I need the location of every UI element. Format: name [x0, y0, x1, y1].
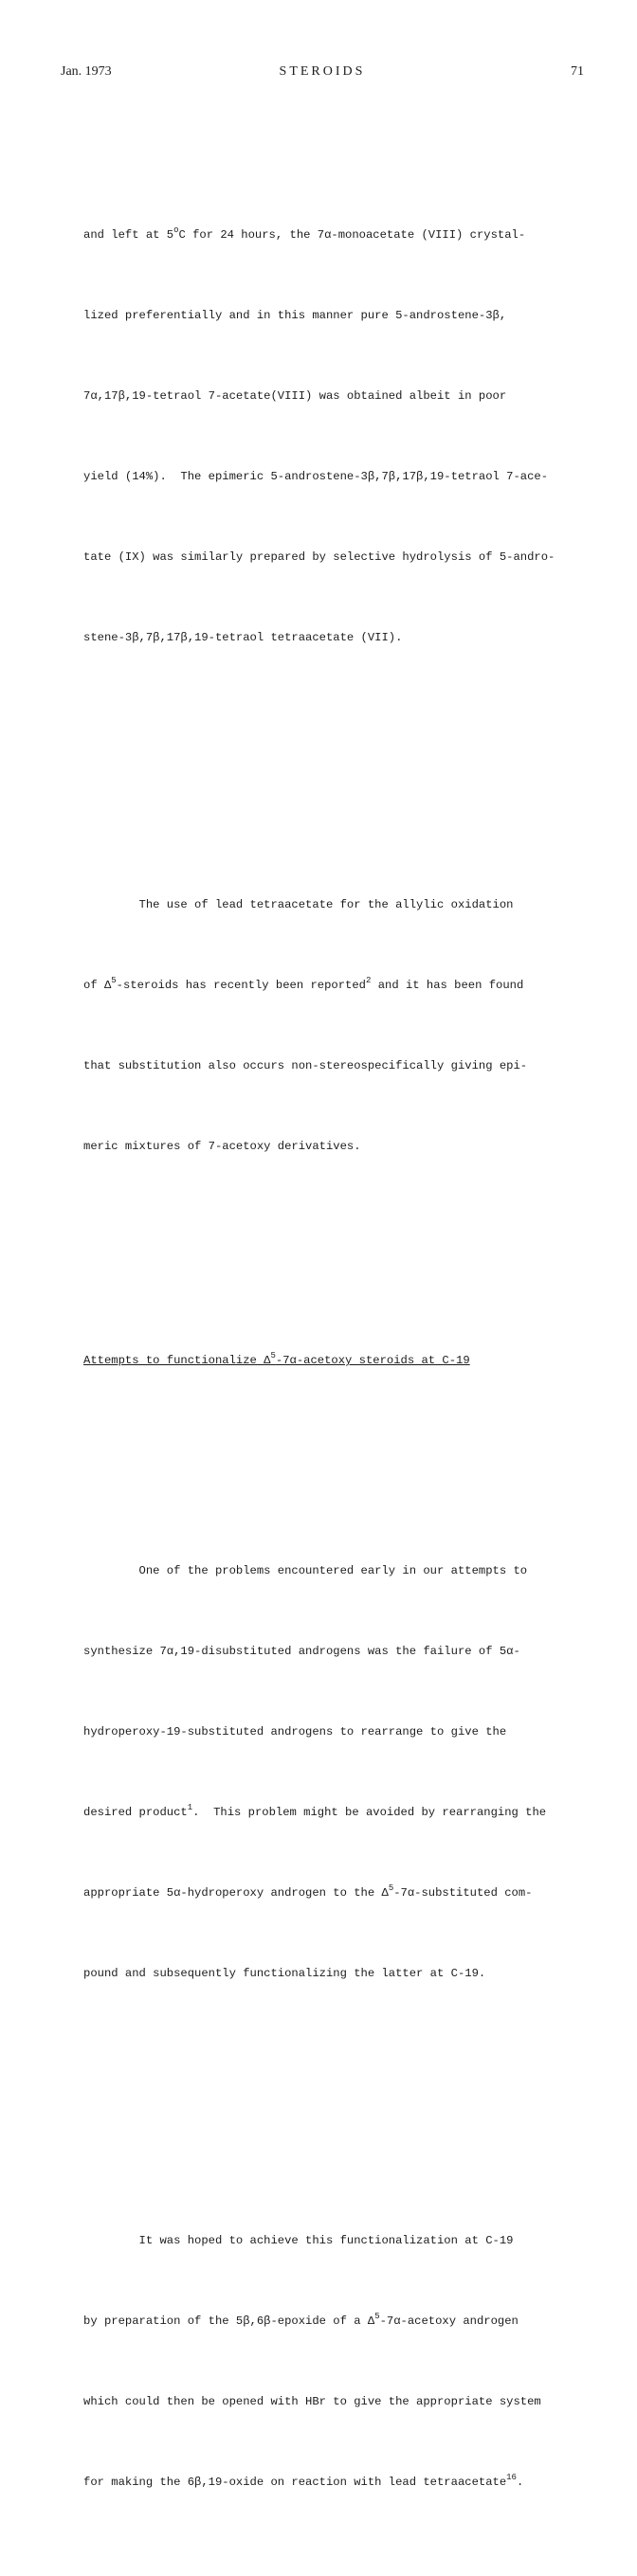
header-date: Jan. 1973	[61, 64, 112, 79]
text-line: It was hoped to achieve this functionalization at C-19	[83, 2234, 514, 2248]
text-line: tate (IX) was similarly prepared by selective hydrolysis of 5-andro-	[83, 549, 555, 564]
text-line: and left at 5$^o$C for 24 hours, the 7α-monoacetate (VIII) crystal-	[83, 225, 526, 243]
text-line: 7α,17β,19-tetraol 7-acetate(VIII) was obtained albeit in poor	[83, 388, 507, 403]
text-line: stene-3β,7β,17β,19-tetraol tetraacetate (VII).	[83, 630, 403, 644]
running-header	[61, 64, 584, 83]
text-line: lized preferentially and in this manner pure 5-androstene-3β,	[83, 309, 507, 323]
text-line: hydroperoxy-19-substituted androgens to rearrange to give the	[83, 1724, 507, 1738]
text-line: which could then be opened with HBr to give the appropriate system	[83, 2395, 541, 2409]
text-line: The use of lead tetraacetate for the allylic oxidation	[83, 898, 514, 912]
page-number: 71	[571, 64, 584, 79]
text-line: desired product$^1$. This problem might be avoided by rearranging the	[83, 1802, 547, 1819]
text-line: pound and subsequently functionalizing the latter at C-19.	[83, 1966, 486, 1980]
paragraph-1	[83, 169, 557, 705]
paragraph-2	[83, 838, 557, 1214]
text-line: One of the problems encountered early in our attempts to	[83, 1564, 528, 1578]
page-body	[83, 115, 557, 2576]
paragraph-4	[83, 2174, 557, 2549]
paragraph-3	[83, 1504, 557, 2041]
text-line: of $\Delta^5$-steroids has recently been reported$^2$ and it has been found	[83, 976, 524, 993]
section-heading: Attempts to functionalize $\Delta^5-7\alpha$-acetoxy steroids at C-19	[83, 1351, 470, 1368]
text-line: for making the 6β,19-oxide on reaction with lead tetraacetate$^{16}$.	[83, 2472, 524, 2489]
text-line: meric mixtures of 7-acetoxy derivatives.	[83, 1139, 361, 1153]
text-line: appropriate 5α-hydroperoxy androgen to the $\Delta^5-7\alpha$-substituted com-	[83, 1882, 533, 1900]
text-line: that substitution also occurs non-stereospecifically giving epi-	[83, 1059, 528, 1073]
text-line: synthesize 7α,19-disubstituted androgens was the failure of 5α-	[83, 1645, 520, 1659]
text-line: by preparation of the 5β,6β-epoxide of a $\Delta^5-7\alpha$-acetoxy androgen	[83, 2312, 519, 2329]
journal-title: STEROIDS	[279, 64, 366, 79]
text-line: yield (14%). The epimeric 5-androstene-3β,7β,17β,19-tetraol 7-ace-	[83, 469, 549, 483]
